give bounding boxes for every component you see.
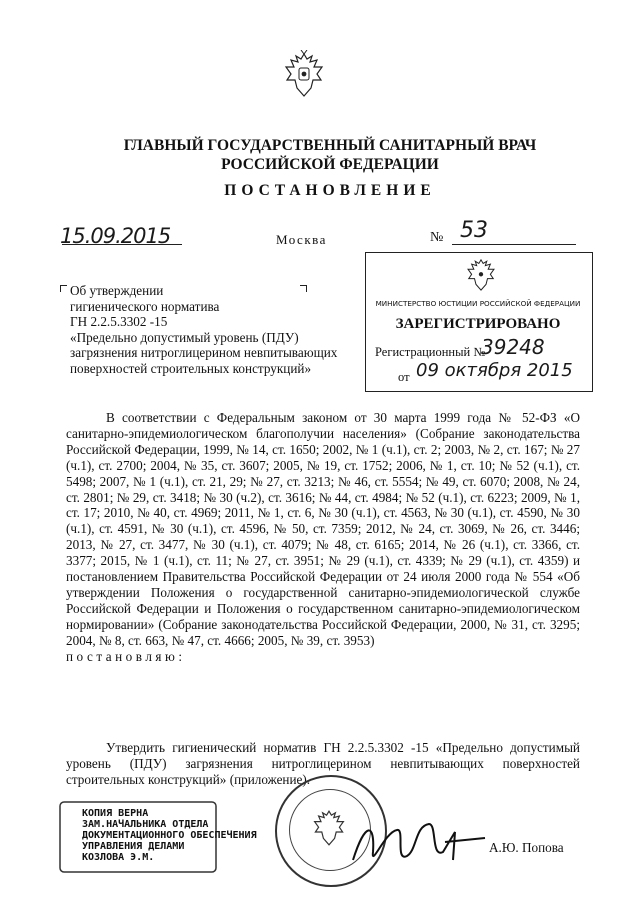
subject-line: гигиенического норматива <box>70 298 220 314</box>
stamp-reg-date: 09 октября 2015 <box>416 360 573 381</box>
subject-block <box>70 283 410 377</box>
stamp-ministry: МИНИСТЕРСТВО ЮСТИЦИИ РОССИЙСКОЙ ФЕДЕРАЦИИ <box>375 299 581 308</box>
document-type: ПОСТАНОВЛЕНИЕ <box>224 182 436 199</box>
stamp-coat-of-arms-icon <box>464 257 498 293</box>
subject-line: ГН 2.2.5.3302 -15 <box>70 314 168 330</box>
copy-stamp-line: КОПИЯ ВЕРНА <box>82 808 149 819</box>
resolve-word: постановляю: <box>66 648 186 664</box>
subject-line: «Предельно допустимый уровень (ПДУ) <box>70 329 299 345</box>
stamp-reg-number: 39248 <box>481 335 545 359</box>
copy-stamp-line: ДОКУМЕНТАЦИОННОГО ОБЕСПЕЧЕНИЯ <box>82 830 257 841</box>
stamp-date-label: от <box>398 370 410 384</box>
number-underline <box>452 244 576 245</box>
subject-line: Об утверждении <box>70 283 164 298</box>
handwritten-signature <box>345 812 495 872</box>
decree-date: 15.09.2015 <box>60 224 171 248</box>
seal-coat-of-arms-icon <box>310 808 348 848</box>
decree-number: 53 <box>460 218 488 243</box>
issuer-title-line1: ГЛАВНЫЙ ГОСУДАРСТВЕННЫЙ САНИТАРНЫЙ ВРАЧ <box>123 137 537 154</box>
decree-body <box>66 410 580 665</box>
approval-text: Утвердить гигиенический норматив ГН 2.2.5.3302 -15 «Предельно допустимый уровень (ПДУ) загрязнения нитроглицерином невпитывающих поверхностей строительных конструкций» (приложение). <box>66 740 580 787</box>
issuer-title-line2: РОССИЙСКОЙ ФЕДЕРАЦИИ <box>221 156 439 173</box>
stamp-reg-label: Регистрационный № <box>375 345 486 359</box>
copy-stamp-line: КОЗЛОВА Э.М. <box>82 852 155 863</box>
copy-stamp-text <box>82 808 257 863</box>
copy-stamp-line: ЗАМ.НАЧАЛЬНИКА ОТДЕЛА <box>82 819 209 830</box>
stamp-status: ЗАРЕГИСТРИРОВАНО <box>395 316 561 332</box>
copy-stamp-line: УПРАВЛЕНИЯ ДЕЛАМИ <box>82 841 185 852</box>
subject-line: поверхностей строительных конструкций» <box>70 360 312 376</box>
city: Москва <box>276 232 327 247</box>
subject-bracket-left <box>60 285 67 292</box>
subject-line: загрязнения нитроглицерином невпитывающих <box>70 345 338 361</box>
legal-basis-paragraph: В соответствии с Федеральным законом от 30 марта 1999 года № 52-ФЗ «О санитарно-эпидемиологическом благополучии населения» (Собрание законодательства Российской Федерации, 1999, № 14, ст. 1650; 2002, № 1 (ч.1), ст. 2; 2003, № 2, ст. 167; № 27 (ч.1), ст. 2700; 2004, № 35, ст. 3607; 2005, № 19, ст. 1752; 2006, № 1, ст. 10; № 52 (ч.1), ст. 5498; 2007, № 1 (ч.1), ст. 21, 29; № 27, ст. 3213; № 46, ст. 5554; № 49, ст. 6070; 2008, № 24, ст. 2801; № 29, ст. 3418; № 30 (ч.2), ст. 3616; № 44, ст. 4984; № 52 (ч.1), ст. 6223; 2009, № 1, ст. 17; 2010, № 40, ст. 4969; 2011, № 1, ст. 6, № 30 (ч.1), ст. 4563, № 30 (ч.1), ст. 4590, № 30 (ч.1), ст. 4591, № 30 (ч.1), ст. 4596, № 50, ст. 7359; 2012, № 24, ст. 3069, № 26, ст. 3446; 2013, № 27, ст. 3477, № 30 (ч.1), ст. 4079; № 48, ст. 6165; 2014, № 26 (ч.1), ст. 3366, ст. 3377; 2015, № 1 (ч.1), ст. 11; № 27, ст. 3951; № 29 (ч.1), ст. 4339; № 29 (ч.1), ст. 4359) и постановлением Правительства Российской Федерации от 24 июля 2000 года № 554 «Об утверждении Положения о государственной санитарно-эпидемиологической службе Российской Федерации и Положения о государственном санитарно-эпидемиологическом нормировании» (Собрание законодательства Российской Федерации, 2000, № 31, ст. 3295; 2004, № 8, ст. 663, № 47, ст. 4666; 2005, № 39, ст. 3953) <box>66 410 580 648</box>
coat-of-arms-icon <box>281 50 327 100</box>
number-label: № <box>430 230 444 245</box>
date-underline <box>62 244 182 245</box>
signer-name: А.Ю. Попова <box>489 840 564 855</box>
